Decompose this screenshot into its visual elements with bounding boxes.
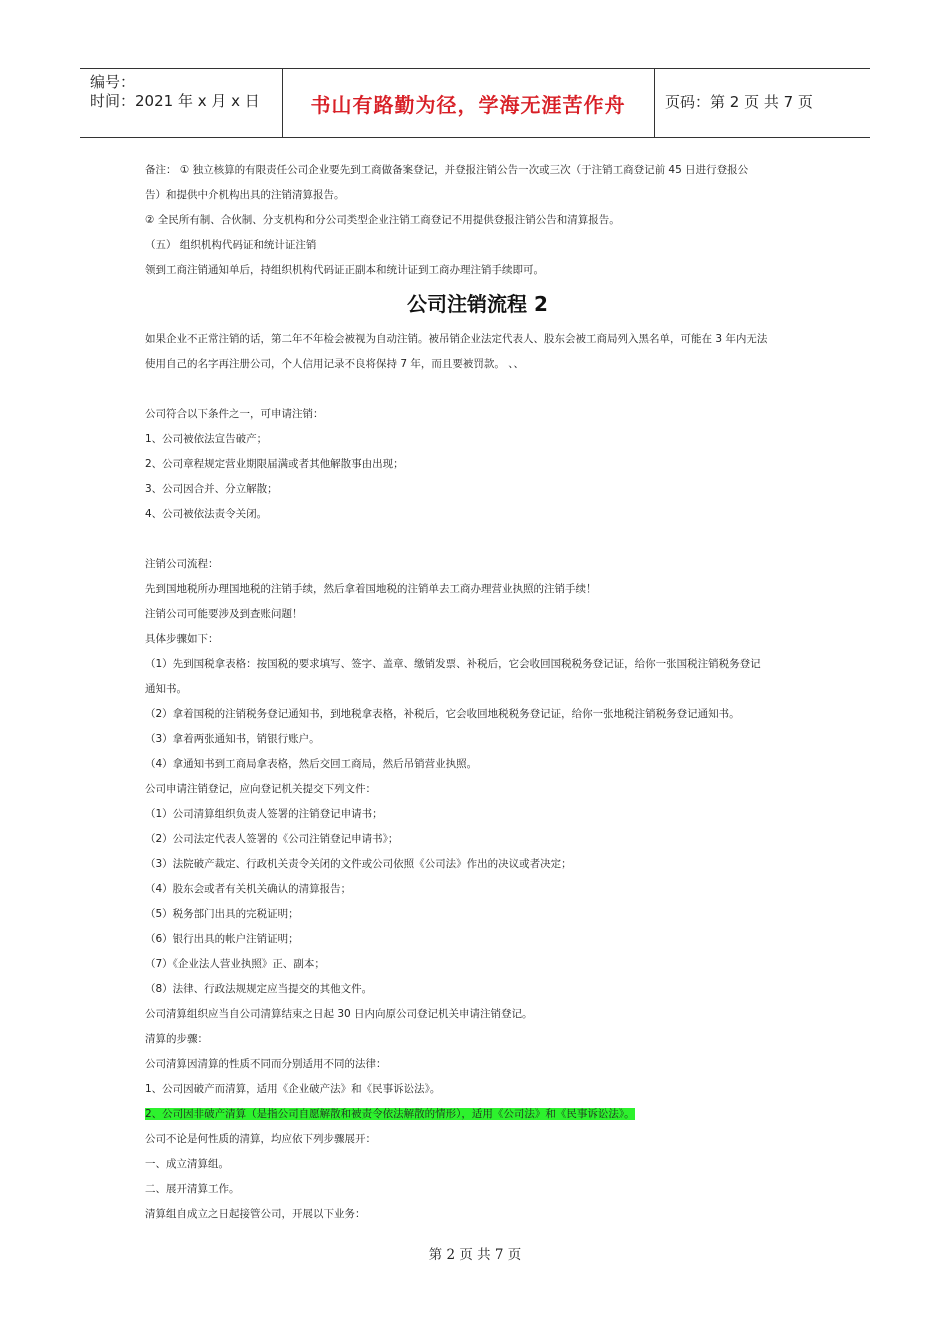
process-line: 具体步骤如下：: [145, 633, 219, 645]
condition-item: 3、公司因合并、分立解散；: [145, 483, 278, 495]
process-line: 清算的步骤：: [145, 1033, 208, 1045]
condition-item: 1、公司被依法宣告破产；: [145, 433, 268, 445]
process-line: 1、公司因破产而清算，适用《企业破产法》和《民事诉讼法》。: [145, 1083, 441, 1095]
document-body: [145, 158, 810, 1227]
note-line: 告）和提供中介机构出具的注销清算报告。: [145, 189, 345, 201]
process-line: 公司清算因清算的性质不同而分别适用不同的法律：: [145, 1058, 387, 1070]
conditions-heading: 公司符合以下条件之一，可申请注销：: [145, 408, 324, 420]
code-label: 编号：: [90, 73, 136, 91]
header-left-cell: [80, 69, 283, 137]
note-line: 备注： ① 独立核算的有限责任公司企业要先到工商做备案登记，并登报注销公告一次或三次（于注销工商登记前 45 日进行登报公: [145, 164, 749, 176]
process-line: （3）拿着两张通知书，销银行账户。: [145, 733, 320, 745]
intro-line: 使用自己的名字再注册公司，个人信用记录不良将保持 7 年，而且要被罚款。 、、: [145, 358, 524, 370]
paragraph: 领到工商注销通知单后，持组织机构代码证正副本和统计证到工商办理注销手续即可。: [145, 264, 544, 276]
process-line: 注销公司流程：: [145, 558, 219, 570]
process-line: 公司清算组织应当自公司清算结束之日起 30 日内向原公司登记机关申请注销登记。: [145, 1008, 533, 1020]
document-title: 公司注销流程 2: [407, 292, 548, 316]
process-line: （4）股东会或者有关机关确认的清算报告；: [145, 883, 352, 895]
process-line: （5）税务部门出具的完税证明；: [145, 908, 299, 920]
process-line: （2）公司法定代表人签署的《公司注销登记申请书》；: [145, 833, 399, 845]
process-line: 注销公司可能要涉及到查账问题！: [145, 608, 303, 620]
intro-line: 如果企业不正常注销的话，第二年不年检会被视为自动注销。被吊销企业法定代表人、股东会被工商局列入黑名单，可能在 3 年内无法: [145, 333, 768, 345]
page-footer: 第 2 页 共 7 页: [428, 1247, 522, 1263]
process-line: （4）拿通知书到工商局拿表格，然后交回工商局，然后吊销营业执照。: [145, 758, 478, 770]
highlighted-line: [145, 1102, 810, 1127]
tail-line: 公司不论是何性质的清算，均应依下列步骤展开：: [145, 1133, 376, 1145]
process-line: （3）法院破产裁定、行政机关责令关闭的文件或公司依照《公司法》作出的决议或者决定；: [145, 858, 572, 870]
tail-line: 一、成立清算组。: [145, 1158, 229, 1170]
process-line: 公司申请注销登记，应向登记机关提交下列文件：: [145, 783, 376, 795]
tail-line: 二、展开清算工作。: [145, 1183, 240, 1195]
header-middle-cell: [282, 69, 655, 137]
condition-item: 4、公司被依法责令关闭。: [145, 508, 268, 520]
process-line: 先到国地税所办理国地税的注销手续，然后拿着国地税的注销单去工商办理营业执照的注销手续！: [145, 583, 597, 595]
process-line: 通知书。: [145, 683, 187, 695]
process-line: （7）《企业法人营业执照》正、副本；: [145, 958, 325, 970]
highlighted-text: 2、公司因非破产清算（是指公司自愿解散和被责令依法解散的情形），适用《公司法》和《民事诉讼法》。: [145, 1108, 635, 1120]
page-code: 页码：第 2 页 共 7 页: [665, 93, 813, 111]
note-line: ② 全民所有制、合伙制、分支机构和分公司类型企业注销工商登记不用提供登报注销公告和清算报告。: [145, 214, 620, 226]
process-line: （1）公司清算组织负责人签署的注销登记申请书；: [145, 808, 383, 820]
header-right-cell: [655, 69, 870, 137]
condition-item: 2、公司章程规定营业期限届满或者其他解散事由出现；: [145, 458, 404, 470]
page-header: [80, 68, 870, 138]
tail-line: 清算组自成立之日起接管公司，开展以下业务：: [145, 1208, 366, 1220]
process-line: （2）拿着国税的注销税务登记通知书，到地税拿表格，补税后，它会收回地税税务登记证，给你一张地税注销税务登记通知书。: [145, 708, 740, 720]
time-label: 时间：2021 年 x 月 x 日: [90, 92, 260, 110]
process-line: （6）银行出具的帐户注销证明；: [145, 933, 299, 945]
process-line: （8）法律、行政法规规定应当提交的其他文件。: [145, 983, 373, 995]
motto: 书山有路勤为径，学海无涯苦作舟: [310, 93, 626, 117]
process-line: （1）先到国税拿表格：按国税的要求填写、签字、盖章、缴销发票、补税后，它会收回国税税务登记证，给你一张国税注销税务登记: [145, 658, 761, 670]
section-heading: （五） 组织机构代码证和统计证注销: [145, 239, 317, 251]
